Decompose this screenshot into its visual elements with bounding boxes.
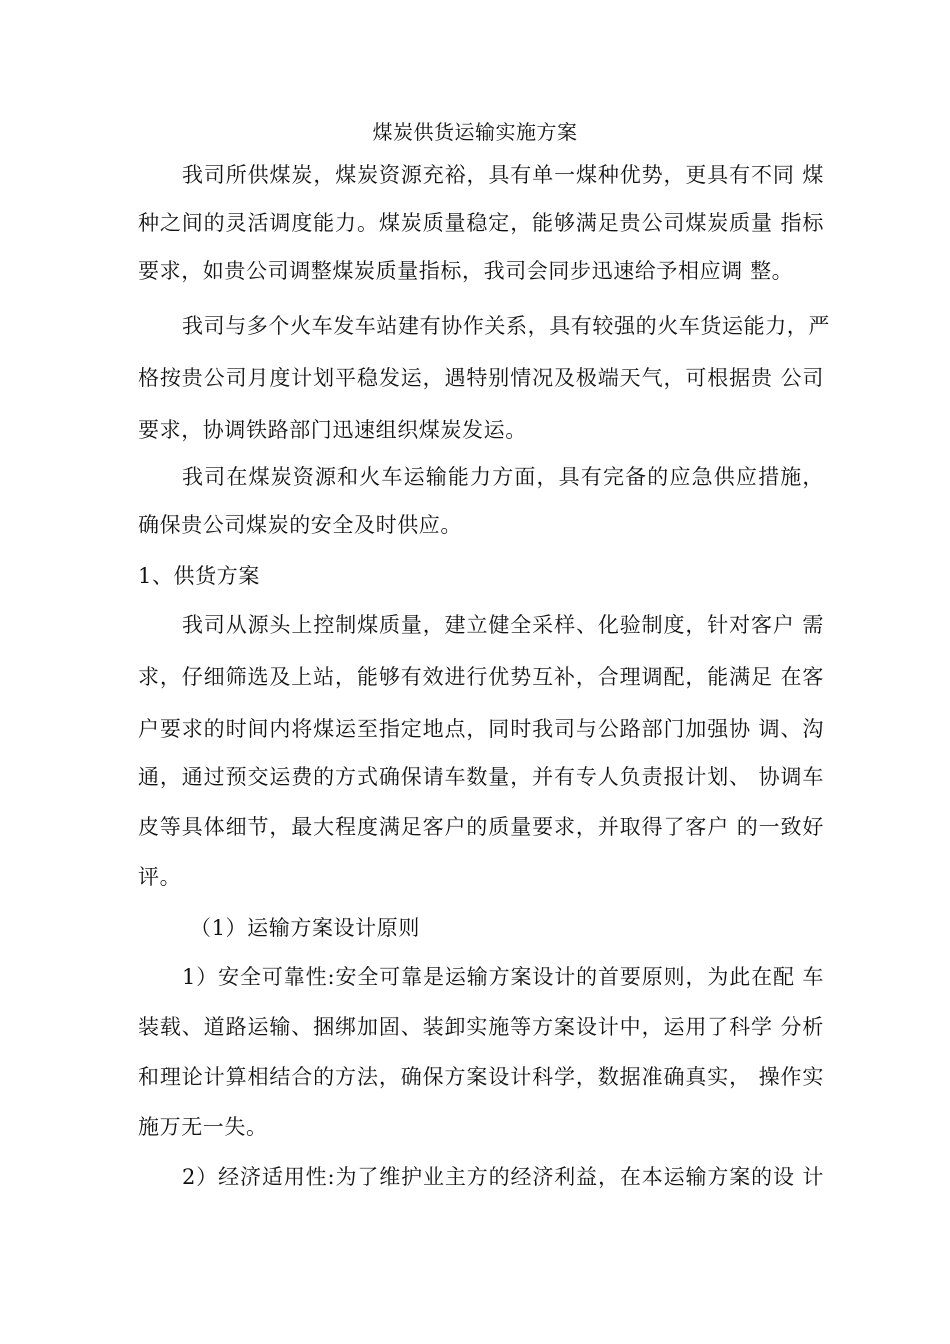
text-line: 确保贵公司煤炭的安全及时供应。 xyxy=(138,513,462,537)
text-line: 求，仔细筛选及上站，能够有效进行优势互补，合理调配，能满足 在客 xyxy=(138,665,824,689)
subsection-heading: （1）运输方案设计原则 xyxy=(190,916,420,940)
text-line: 评。 xyxy=(138,865,182,889)
text-line: 通，通过预交运费的方式确保请车数量，并有专人负责报计划、 协调车 xyxy=(138,765,824,789)
text-line: 和理论计算相结合的方法，确保方案设计科学，数据准确真实， 操作实 xyxy=(138,1065,824,1089)
text-line: 装载、道路运输、捆绑加固、装卸实施等方案设计中，运用了科学 分析 xyxy=(138,1015,824,1039)
text-line: 要求，如贵公司调整煤炭质量指标，我司会同步迅速给予相应调 整。 xyxy=(138,259,794,283)
text-line: 我司在煤炭资源和火车运输能力方面，具有完备的应急供应措施， xyxy=(182,465,824,489)
text-line: 我司与多个火车发车站建有协作关系，具有较强的火车货运能力，严 xyxy=(182,314,830,338)
text-line: 1）安全可靠性:安全可靠是运输方案设计的首要原则，为此在配 车 xyxy=(182,965,824,989)
text-line: 我司所供煤炭，煤炭资源充裕，具有单一煤种优势，更具有不同 煤 xyxy=(182,163,824,187)
section-heading: 1、供货方案 xyxy=(138,564,260,588)
text-line: 2）经济适用性:为了维护业主方的经济利益，在本运输方案的设 计 xyxy=(182,1165,824,1189)
text-line: 皮等具体细节，最大程度满足客户的质量要求，并取得了客户 的一致好 xyxy=(138,815,824,839)
page-title: 煤炭供货运输实施方案 xyxy=(372,120,578,144)
text-line: 要求，协调铁路部门迅速组织煤炭发运。 xyxy=(138,418,527,442)
text-line: 户要求的时间内将煤运至指定地点，同时我司与公路部门加强协 调、沟 xyxy=(138,717,824,741)
text-line: 我司从源头上控制煤质量，建立健全采样、化验制度，针对客户 需 xyxy=(182,613,824,637)
text-line: 格按贵公司月度计划平稳发运，遇特别情况及极端天气，可根据贵 公司 xyxy=(138,366,824,390)
text-line: 种之间的灵活调度能力。煤炭质量稳定，能够满足贵公司煤炭质量 指标 xyxy=(138,211,824,235)
text-line: 施万无一失。 xyxy=(138,1115,268,1139)
